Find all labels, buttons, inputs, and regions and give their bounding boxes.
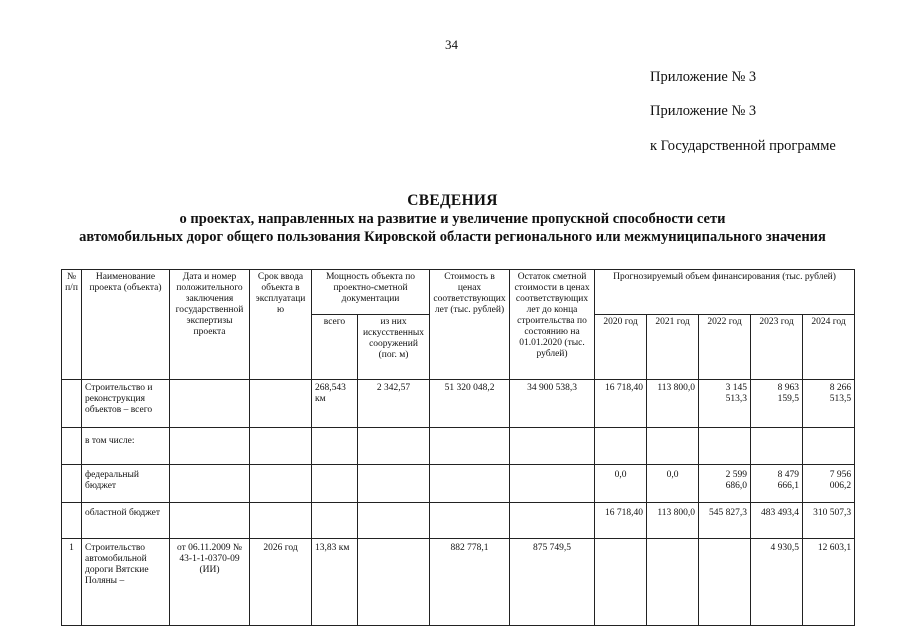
header-remainder: Остаток сметной стоимости в ценах соответствующих лет до конца строительства по состоянию на 01.01.2020 (тыс. рублей) <box>510 270 595 380</box>
cell-2024: 8 266 513,5 <box>803 380 855 428</box>
appendix-line-3: к Государственной программе <box>650 138 836 154</box>
title-subtitle-1: о проектах, направленных на развитие и увеличение пропускной способности сети <box>179 211 726 227</box>
table-row-regional <box>62 503 855 539</box>
cell-name: областной бюджет <box>82 503 170 539</box>
cell-remainder: 875 749,5 <box>510 539 595 626</box>
header-year-2020: 2020 год <box>595 315 647 380</box>
table-row-federal <box>62 465 855 503</box>
cell-2020: 0,0 <box>595 465 647 503</box>
cell-2022: 2 599 686,0 <box>699 465 751 503</box>
cell-2020 <box>595 539 647 626</box>
cell-2021: 0,0 <box>647 465 699 503</box>
cell-name: в том числе: <box>82 428 170 465</box>
cell-2021: 113 800,0 <box>647 380 699 428</box>
cell-num: 1 <box>62 539 82 626</box>
cell-num <box>62 428 82 465</box>
cell-num <box>62 380 82 428</box>
cell-2023: 8 479 666,1 <box>751 465 803 503</box>
cell-capacity-total: 13,83 км <box>312 539 358 626</box>
cell-2022 <box>699 539 751 626</box>
cell-2022: 545 827,3 <box>699 503 751 539</box>
cell-cost: 882 778,1 <box>430 539 510 626</box>
appendix-line-1: Приложение № 3 <box>650 69 757 85</box>
cell-2023: 8 963 159,5 <box>751 380 803 428</box>
cell-name: Строительство автомобильной дороги Вятские Поляны – <box>82 539 170 626</box>
cell-2024: 7 956 006,2 <box>803 465 855 503</box>
header-year-2022: 2022 год <box>699 315 751 380</box>
cell-date <box>170 380 250 428</box>
cell-2020: 16 718,40 <box>595 503 647 539</box>
header-date: Дата и номер положительного заключения государственной экспертизы проекта <box>170 270 250 380</box>
projects-table <box>61 269 855 626</box>
header-capacity-total: всего <box>312 315 358 380</box>
table-row-total <box>62 380 855 428</box>
appendix-line-2: Приложение № 3 <box>650 103 757 119</box>
cell-2023: 4 930,5 <box>751 539 803 626</box>
cell-num <box>62 503 82 539</box>
cell-name: федеральный бюджет <box>82 465 170 503</box>
document-title <box>0 192 905 246</box>
header-name: Наименование проекта (объекта) <box>82 270 170 380</box>
cell-2023: 483 493,4 <box>751 503 803 539</box>
header-year-2023: 2023 год <box>751 315 803 380</box>
cell-term: 2026 год <box>250 539 312 626</box>
cell-capacity-structures: 2 342,57 <box>358 380 430 428</box>
projects-table-wrapper <box>61 269 852 640</box>
page-number: 34 <box>445 37 458 52</box>
cell-2020: 16 718,40 <box>595 380 647 428</box>
table-header-row-1 <box>62 270 855 315</box>
cell-2024: 310 507,3 <box>803 503 855 539</box>
header-num: № п/п <box>62 270 82 380</box>
header-financing: Прогнозируемый объем финансирования (тыс. рублей) <box>595 270 855 315</box>
table-row-item-1 <box>62 539 855 626</box>
title-subtitle-2: автомобильных дорог общего пользования Кировской области регионального или межмуниципального значения <box>79 229 826 245</box>
cell-2024: 12 603,1 <box>803 539 855 626</box>
cell-2021 <box>647 539 699 626</box>
cell-2021: 113 800,0 <box>647 503 699 539</box>
cell-name: Строительство и реконструкция объектов – всего <box>82 380 170 428</box>
cell-capacity-total: 268,543 км <box>312 380 358 428</box>
cell-capacity-structures <box>358 539 430 626</box>
cell-cost: 51 320 048,2 <box>430 380 510 428</box>
title-main: СВЕДЕНИЯ <box>407 192 498 209</box>
cell-2022: 3 145 513,3 <box>699 380 751 428</box>
header-year-2021: 2021 год <box>647 315 699 380</box>
cell-term <box>250 380 312 428</box>
header-capacity: Мощность объекта по проектно-сметной документации <box>312 270 430 315</box>
cell-date: от 06.11.2009 № 43-1-1-0370-09 (ИИ) <box>170 539 250 626</box>
cell-remainder: 34 900 538,3 <box>510 380 595 428</box>
cell-num <box>62 465 82 503</box>
header-capacity-structures: из них искусственных сооружений (пог. м) <box>358 315 430 380</box>
table-row-including <box>62 428 855 465</box>
header-term: Срок ввода объекта в эксплуатацию <box>250 270 312 380</box>
header-year-2024: 2024 год <box>803 315 855 380</box>
header-cost: Стоимость в ценах соответствующих лет (тыс. рублей) <box>430 270 510 380</box>
